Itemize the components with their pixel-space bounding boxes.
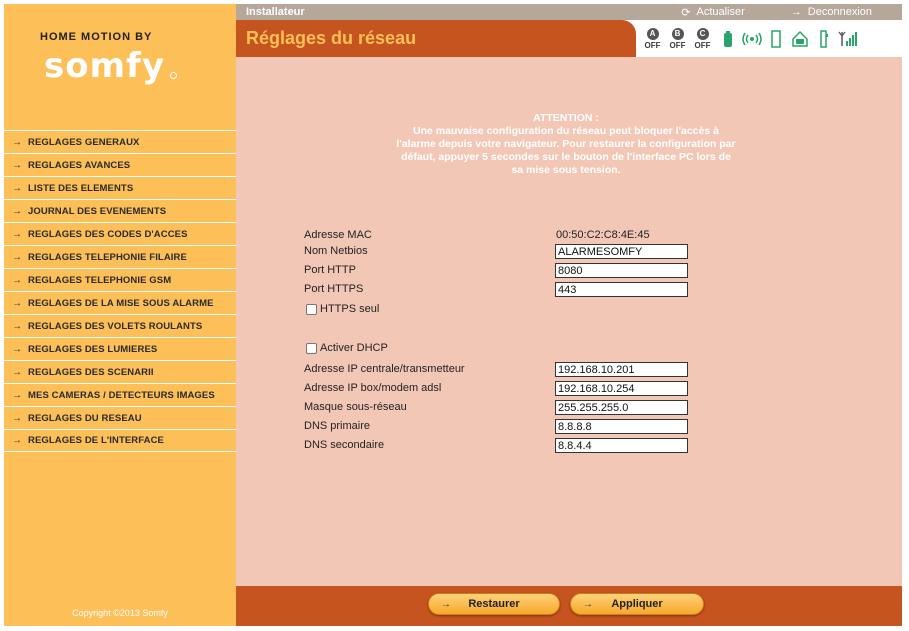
dns-primary-label: DNS primaire (304, 420, 371, 432)
title-box (236, 20, 636, 57)
restore-button[interactable] (428, 593, 560, 615)
warning-text: Une mauvaise configuration du réseau peut bloquer l'accès à l'alarme depuis votre navigateur. Pour restaurer la configuration par défaut, appuyer 5 secondes sur le bouton de l'interface PC lors de sa mise sous tension. (396, 125, 736, 176)
dns-secondary-row (304, 438, 704, 454)
dns-secondary-input[interactable] (555, 438, 688, 453)
topbar (236, 4, 902, 20)
sidebar-item-label: REGLAGES AVANCES (28, 159, 131, 171)
sidebar-item-label: REGLAGES DES SCENARII (28, 366, 154, 378)
subnet-mask-input[interactable] (555, 400, 688, 415)
sidebar-item-label: REGLAGES DE LA MISE SOUS ALARME (28, 297, 214, 309)
arrow-right-icon: → (441, 598, 451, 610)
mac-row (304, 228, 704, 244)
https-only-checkbox[interactable] (306, 304, 317, 315)
ip-central-row (304, 362, 704, 378)
status-bar (640, 24, 902, 54)
zone-letter: A (647, 28, 659, 40)
restore-label: Restaurer (468, 598, 520, 610)
sidebar-item-label: JOURNAL DES EVENEMENTS (28, 205, 167, 217)
warning-title: ATTENTION : (533, 112, 599, 124)
battery-icon (717, 28, 739, 50)
ip-box-row (304, 381, 704, 397)
netbios-input[interactable] (555, 244, 688, 259)
sidebar-item-label: REGLAGES DE L'INTERFACE (28, 435, 164, 446)
mac-label: Adresse MAC (304, 229, 372, 241)
https-only-label: HTTPS seul (320, 303, 380, 315)
zone-c-status (690, 28, 715, 50)
netbios-label: Nom Netbios (304, 245, 368, 257)
https-port-row (304, 282, 704, 298)
header (236, 20, 902, 57)
refresh-link[interactable] (681, 6, 745, 19)
sidebar-item-label: REGLAGES TELEPHONIE GSM (28, 274, 172, 286)
subnet-mask-row (304, 400, 704, 416)
dhcp-checkbox[interactable] (306, 343, 317, 354)
sidebar-item-telephonie-filaire[interactable] (4, 245, 236, 268)
sidebar-item-lumieres[interactable] (4, 337, 236, 360)
apply-label: Appliquer (611, 598, 663, 610)
arrow-right-icon: → (12, 251, 22, 263)
subnet-mask-label: Masque sous-réseau (304, 401, 407, 413)
sidebar-item-label: REGLAGES DES VOLETS ROULANTS (28, 320, 203, 332)
arrow-right-icon: → (12, 389, 22, 401)
sidebar-item-interface[interactable] (4, 429, 236, 452)
sidebar-item-scenarii[interactable] (4, 360, 236, 383)
ip-box-input[interactable] (555, 381, 688, 396)
sidebar-item-cameras[interactable] (4, 383, 236, 406)
https-port-input[interactable] (555, 282, 688, 297)
registered-mark-icon (170, 72, 177, 79)
https-only-checkbox-row[interactable] (306, 303, 379, 315)
arrow-right-icon: → (12, 366, 22, 378)
page-title: Réglages du réseau (246, 28, 417, 48)
sidebar-item-label: LISTE DES ELEMENTS (28, 182, 134, 194)
sidebar-item-reglages-avances[interactable] (4, 153, 236, 176)
ip-box-label: Adresse IP box/modem adsl (304, 382, 442, 394)
arrow-right-icon: → (583, 598, 593, 610)
sidebar-item-label: REGLAGES DES LUMIERES (28, 343, 158, 355)
dns-primary-input[interactable] (555, 419, 688, 434)
http-port-row (304, 263, 704, 279)
ip-central-input[interactable] (555, 362, 688, 377)
apply-button[interactable] (570, 593, 704, 615)
arrow-right-icon: → (12, 228, 22, 240)
zone-state: OFF (669, 41, 686, 50)
zone-letter: B (672, 28, 684, 40)
sidebar-item-reseau[interactable] (4, 406, 236, 429)
https-port-label: Port HTTPS (304, 283, 364, 295)
dns-primary-row (304, 419, 704, 435)
logout-label: Deconnexion (807, 6, 872, 18)
signal-icon (837, 28, 859, 50)
arrow-right-icon: → (12, 159, 22, 171)
dhcp-checkbox-row[interactable] (306, 342, 388, 354)
zone-state: OFF (644, 41, 661, 50)
sidebar-item-liste-elements[interactable] (4, 176, 236, 199)
dns-secondary-label: DNS secondaire (304, 439, 385, 451)
refresh-label: Actualiser (696, 6, 745, 18)
arrow-right-icon: → (12, 274, 22, 286)
sidebar-item-label: REGLAGES DU RESEAU (28, 412, 142, 424)
zone-a-status (640, 28, 665, 50)
user-role: Installateur (246, 6, 305, 18)
netbios-row (304, 244, 704, 260)
sidebar-item-label: MES CAMERAS / DETECTEURS IMAGES (28, 389, 215, 401)
sidebar-item-label: REGLAGES GENERAUX (28, 136, 140, 148)
mac-value: 00:50:C2:C8:4E:45 (556, 229, 650, 241)
footer (236, 586, 902, 626)
door-icon (765, 28, 787, 50)
zone-state: OFF (694, 41, 711, 50)
arrow-right-icon: → (12, 182, 22, 194)
somfy-logo (4, 4, 236, 124)
sidebar-item-volets-roulants[interactable] (4, 314, 236, 337)
zone-b-status (665, 28, 690, 50)
sidebar-item-telephonie-gsm[interactable] (4, 268, 236, 291)
dhcp-label: Activer DHCP (320, 342, 388, 354)
main-content (236, 57, 902, 586)
brand-tagline: HOME MOTION BY (40, 31, 153, 43)
sidebar-item-journal-evenements[interactable] (4, 199, 236, 222)
sidebar (4, 4, 236, 626)
arrow-right-icon: → (12, 136, 22, 148)
sidebar-item-label: REGLAGES TELEPHONIE FILAIRE (28, 251, 187, 263)
arrow-right-icon: → (12, 320, 22, 332)
sidebar-item-reglages-generaux[interactable] (4, 130, 236, 153)
warning-message (396, 112, 736, 177)
arrow-right-icon: → (12, 205, 22, 217)
brand-name: somfy (44, 46, 165, 86)
sidebar-item-mise-sous-alarme[interactable] (4, 291, 236, 314)
refresh-icon: ⟳ (681, 6, 691, 19)
arrow-right-icon: → (12, 343, 22, 355)
http-port-input[interactable] (555, 263, 688, 278)
wireless-icon (741, 28, 763, 50)
sidebar-item-codes-acces[interactable] (4, 222, 236, 245)
home-ok-icon (789, 28, 811, 50)
ip-central-label: Adresse IP centrale/transmetteur (304, 363, 465, 375)
zone-letter: C (697, 28, 709, 40)
copyright: Copyright ©2013 Somfy (72, 608, 168, 618)
arrow-right-icon: → (12, 297, 22, 309)
sidebar-item-label: REGLAGES DES CODES D'ACCES (28, 228, 188, 240)
panel-icon (813, 28, 835, 50)
http-port-label: Port HTTP (304, 264, 356, 276)
arrow-right-icon: → (12, 435, 22, 446)
logout-link[interactable] (791, 6, 872, 18)
arrow-right-icon: → (790, 6, 802, 18)
sidebar-nav (4, 130, 236, 452)
arrow-right-icon: → (12, 412, 22, 424)
